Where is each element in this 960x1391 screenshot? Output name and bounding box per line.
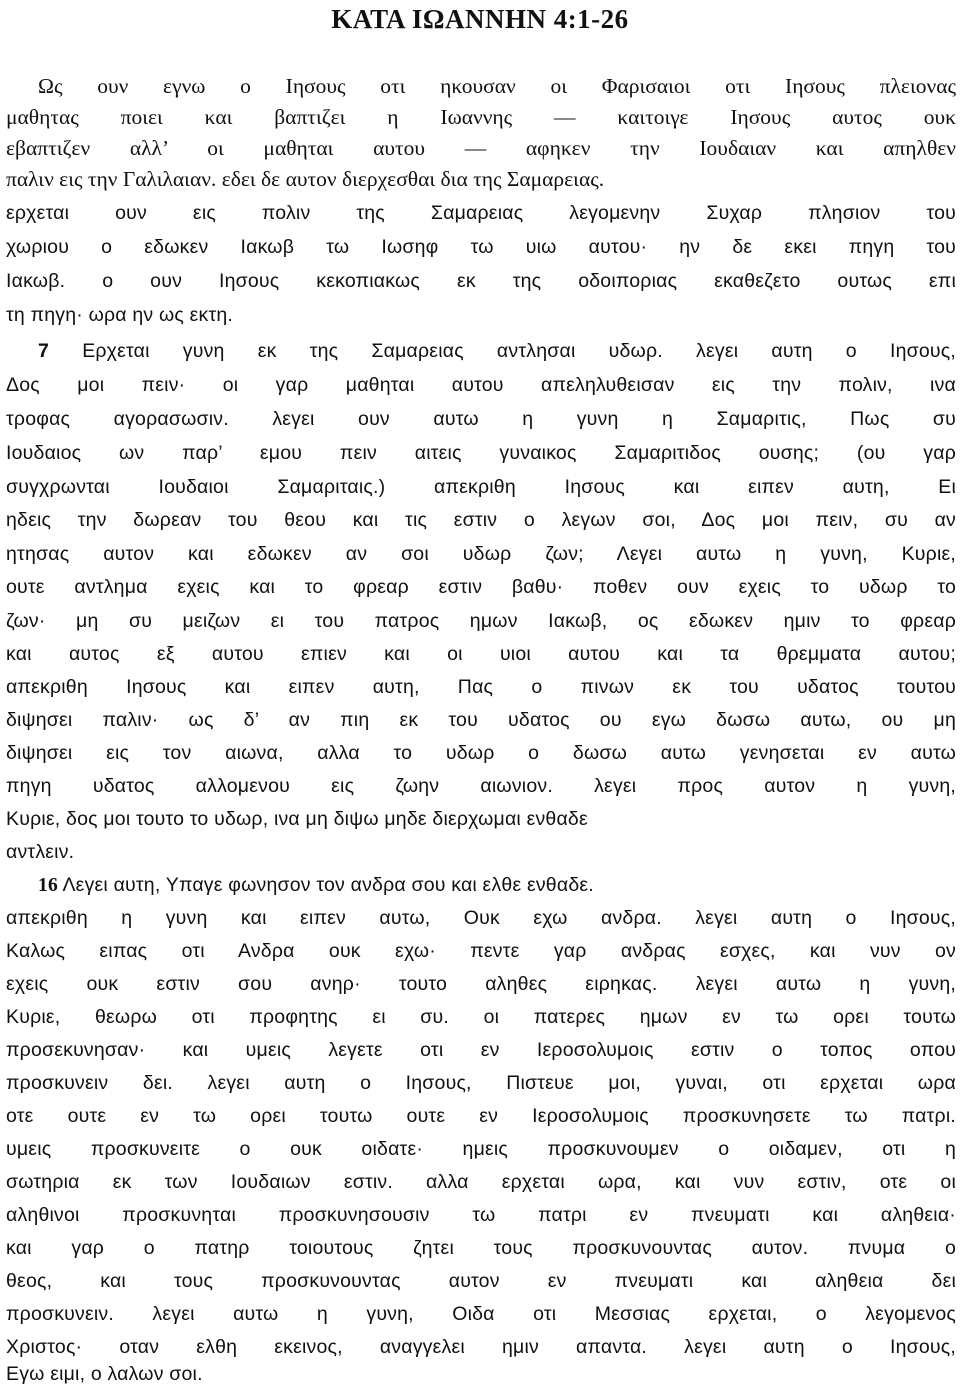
text-line: Καλως ειπας οτι Ανδρα ουκ εχω· πεντε γαρ ανδρας εσχες, και νυν ον	[6, 940, 956, 962]
verse-number-7: 7	[38, 340, 50, 362]
verse-number-16: 16	[38, 875, 58, 896]
text-line: απεκριθη η γυνη και ειπεν αυτω, Ουκ εχω ανδρα. λεγει αυτη ο Ιησους,	[6, 907, 956, 929]
text-line: ηδεις την δωρεαν του θεου και τις εστιν ο λεγων σοι, Δος μοι πειν, συ αν	[6, 509, 956, 531]
text-line: Χριστος· οταν ελθη εκεινος, αναγγελει ημιν απαντα. λεγει αυτη ο Ιησους,	[6, 1336, 956, 1358]
text-line: ερχεται ουν εις πολιν της Σαμαρειας λεγομενην Συχαρ πλησιον του	[6, 202, 956, 224]
text-line: Ιακωβ. ο ουν Ιησους κεκοπιακως εκ της οδοιποριας εκαθεζετο ουτως επι	[6, 270, 956, 292]
text-line: και αυτος εξ αυτου επιεν και οι υιοι αυτου και τα θρεμματα αυτου;	[6, 643, 956, 665]
text-line: και γαρ ο πατηρ τοιουτους ζητει τους προσκυνουντας αυτον. πνυμα ο	[6, 1237, 956, 1259]
text-line: απεκριθη Ιησους και ειπεν αυτη, Πας ο πινων εκ του υδατος τουτου	[6, 676, 956, 698]
text-line: αληθινοι προσκυνηται προσκυνησουσιν τω πατρι εν πνευματι και αληθεια·	[6, 1204, 956, 1226]
text-line: τροφας αγορασωσιν. λεγει ουν αυτω η γυνη η Σαμαριτις, Πως συ	[6, 408, 956, 430]
text-line: χωριου ο εδωκεν Ιακωβ τω Ιωσηφ τω υιω αυτου· ην δε εκει πηγη του	[6, 236, 956, 258]
text-line: Κυριε, θεωρω οτι προφητης ει συ. οι πατερες ημων εν τω ορει τουτω	[6, 1006, 956, 1028]
text-line: τη πηγη· ωρα ην ως εκτη.	[6, 304, 234, 326]
text-line: σωτηρια εκ των Ιουδαιων εστιν. αλλα ερχεται ωρα, και νυν εστιν, οτε οι	[6, 1171, 956, 1193]
text-line: πηγη υδατος αλλομενου εις ζωην αιωνιον. λεγει προς αυτον η γυνη,	[6, 775, 956, 797]
text-line: μαθητας ποιει και βαπτιζει η Ιωαννης — καιτοιγε Ιησους αυτος ουκ	[6, 105, 956, 129]
text-line: προσεκυνησαν· και υμεις λεγετε οτι εν Ιεροσολυμοις εστιν ο τοπος οπου	[6, 1039, 956, 1061]
text-line: οτε ουτε εν τω ορει τουτω ουτε εν Ιεροσολυμοις προσκυνησετε τω πατρι.	[6, 1105, 956, 1127]
text-line: εχεις ουκ εστιν σου ανηρ· τουτο αληθες ειρηκας. λεγει αυτω η γυνη,	[6, 973, 956, 995]
text-line: παλιν εις την Γαλιλαιαν. εδει δε αυτον διερχεσθαι δια της Σαμαρειας.	[6, 167, 605, 191]
text-line: Ιουδαιος ων παρ’ εμου πειν αιτεις γυναικος Σαμαριτιδος ουσης; (ου γαρ	[6, 442, 956, 464]
text-line: υμεις προσκυνειτε ο ουκ οιδατε· ημεις προσκυνουμεν ο οιδαμεν, οτι η	[6, 1138, 956, 1160]
text-line: 7 Ερχεται γυνη εκ της Σαμαρειας αντλησαι υδωρ. λεγει αυτη ο Ιησους,	[38, 340, 956, 362]
text-line: ουτε αντλημα εχεις και το φρεαρ εστιν βαθυ· ποθεν ουν εχεις το υδωρ το	[6, 576, 956, 598]
text-line: διψησει εις τον αιωνα, αλλα το υδωρ ο δωσω αυτω γενησεται εν αυτω	[6, 742, 956, 764]
text-line: προσκυνειν δει. λεγει αυτη ο Ιησους, Πιστευε μοι, γυναι, οτι ερχεται ωρα	[6, 1072, 956, 1094]
text-line: 16 Λεγει αυτη, Υπαγε φωνησον τον ανδρα σου και ελθε ενθαδε.	[38, 874, 594, 896]
text-line: Κυριε, δος μοι τουτο το υδωρ, ινα μη διψω μηδε διερχωμαι ενθαδε	[6, 808, 588, 830]
page-title: ΚΑΤΑ ΙΩΑΝΝΗΝ 4:1-26	[331, 4, 629, 34]
text-line: Εγω ειμι, ο λαλων σοι.	[6, 1363, 203, 1385]
text-line: προσκυνειν. λεγει αυτω η γυνη, Οιδα οτι Μεσσιας ερχεται, ο λεγομενος	[6, 1303, 956, 1325]
text-line: Ως ουν εγνω ο Ιησους οτι ηκουσαν οι Φαρισαιοι οτι Ιησους πλειονας	[38, 74, 956, 98]
text-line: Δος μοι πειν· οι γαρ μαθηται αυτου απεληλυθεισαν εις την πολιν, ινα	[6, 374, 956, 396]
text-line: αντλειν.	[6, 841, 75, 863]
text-line: διψησει παλιν· ως δ’ αν πιη εκ του υδατος ου εγω δωσω αυτω, ου μη	[6, 709, 956, 731]
text-line: εβαπτιζεν αλλ’ οι μαθηται αυτου — αφηκεν την Ιουδαιαν και απηλθεν	[6, 136, 956, 160]
text-line: ητησας αυτον και εδωκεν αν σοι υδωρ ζων; Λεγει αυτω η γυνη, Κυριε,	[6, 543, 956, 565]
text-line: ζων· μη συ μειζων ει του πατρος ημων Ιακωβ, ος εδωκεν ημιν το φρεαρ	[6, 610, 956, 632]
text-line: θεος, και τους προσκυνουντας αυτον εν πνευματι και αληθεια δει	[6, 1270, 956, 1292]
text-line: συγχρωνται Ιουδαιοι Σαμαριταις.) απεκριθη Ιησους και ειπεν αυτη, Ει	[6, 476, 956, 498]
